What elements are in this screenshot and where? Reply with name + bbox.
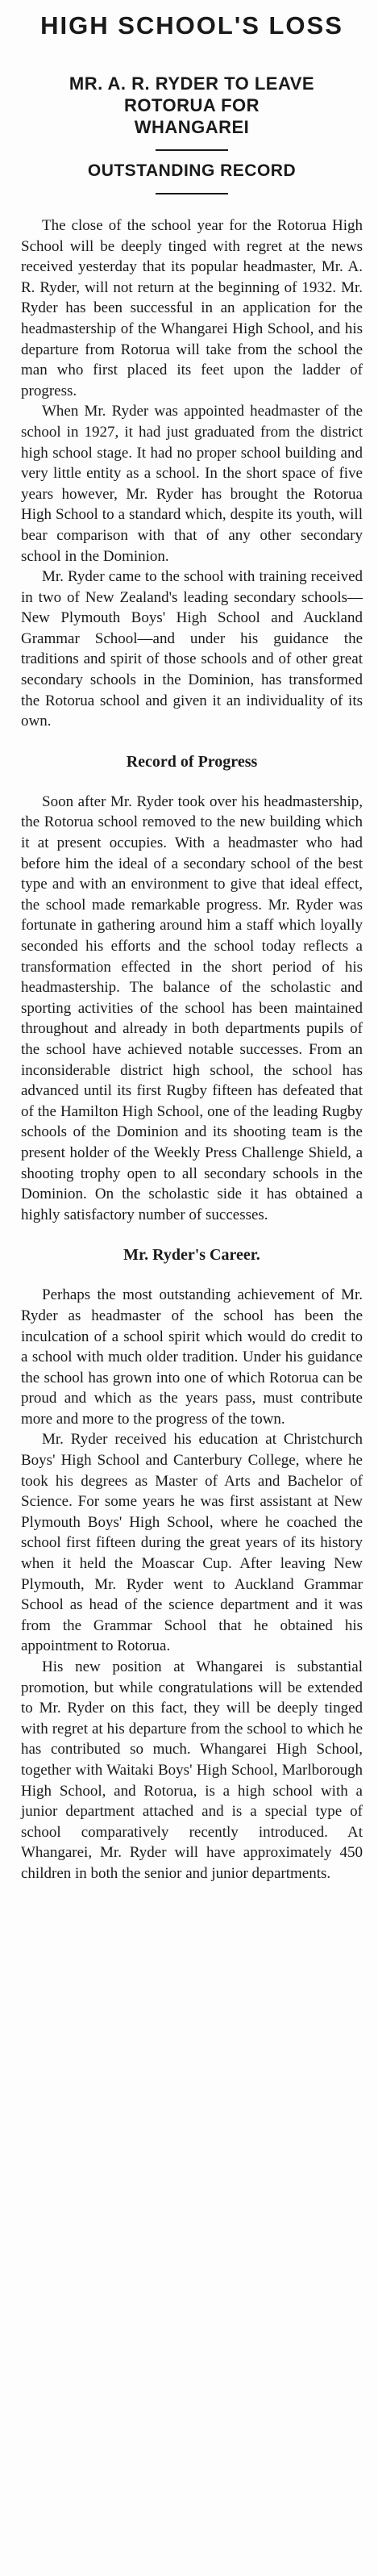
paragraph: When Mr. Ryder was appointed headmaster of the school in 1927, it had just graduated from the district high school stage. It had no proper school building and very little entity as a school. In the short space of five years however, Mr. Ryder has brought the Rotorua High School to a standard which, despite its youth, will bear comparison with that of any other secondary school in the Dominion. (21, 403, 363, 565)
paragraph: The close of the school year for the Rotorua High School will be deeply tinged with regret at the news received yesterday that its popular headmaster, Mr. A. R. Ryder, will not return at the beginning of 1932. Mr. Ryder has been successful in an application for the headmastership of the Whangarei High School, and his departure from Rotorua will take from the school the man who first placed its feet upon the ladder of progress. (21, 217, 363, 399)
paragraph: Mr. Ryder received his education at Christchurch Boys' High School and Canterbury College, where he took his degrees as Master of Arts and Bachelor of Science. For some years he was first assistant at New Plymouth Boys' High School, where he coached the school first fifteen during the great years of its history when it held the Moascar Cup. After leaving New Plymouth, Mr. Ryder went to Auckland Grammar School as head of the science department and it was from the Grammar School that he obtained his appointment to Rotorua. (21, 1431, 363, 1655)
section-heading-progress: Record of Progress (126, 752, 258, 771)
subhead-divider (156, 193, 228, 194)
paragraph: Perhaps the most outstanding achievement of Mr. Ryder as headmaster of the school has been the inculcation of a school spirit which would do credit to a school with much older tradition. Under his guidance the school has grown into one of which Rotorua can be proud and which as the years pass, must contribute more and more to the progress of the town. (21, 1286, 363, 1428)
deck-line-2: ROTORUA FOR (123, 95, 260, 115)
deck-line-3: WHANGAREI (134, 117, 250, 137)
deck-line-1: MR. A. R. RYDER TO LEAVE (69, 73, 315, 94)
article-subheadline: OUTSTANDING RECORD (87, 161, 297, 180)
paragraph: Soon after Mr. Ryder took over his headmastership, the Rotorua school removed to the new building which it at present occupies. With a headmaster who had before him the ideal of a secondary school of the best type and with an environment to give that ideal effect, the school made remarkable progress. Mr. Ryder was fortunate in gathering around him a staff which loyally seconded his efforts and the school today reflects a transformation effected in the short period of his headmastership. The balance of the scholastic and sporting activities of the school has been maintained throughout and already in both departments pupils of the school have achieved notable successes. From an inconsiderable district high school, the school has advanced until its first Rugby fifteen has defeated that of the Hamilton High School, one of the leading Rugby schools of the Dominion and its shooting team is the present holder of the Weekly Press Challenge Shield, a shooting trophy open to all secondary schools in the Dominion. On the scholastic side it has obtained a highly satisfactory number of successes. (21, 792, 363, 1223)
deck-divider (156, 149, 228, 151)
article-headline: HIGH SCHOOL'S LOSS (40, 11, 343, 40)
intro-body (21, 215, 363, 732)
paragraph: His new position at Whangarei is substantial promotion, but while congratulations will be extended to Mr. Ryder on this fact, they will be deeply tinged with regret at his departure from the school to which he has contributed so much. Whangarei High School, together with Waitaki Boys' High School, Marlborough High School, and Rotorua, is a high school with a junior department attached and is a special type of school comparatively recently introduced. At Whangarei, Mr. Ryder will have approximately 450 children in both the senior and junior departments. (21, 1658, 363, 1882)
paragraph: Mr. Ryder came to the school with training received in two of New Zealand's leading secondary schools—New Plymouth Boys' High School and Auckland Grammar School—and under his guidance the traditions and spirit of those schools and of other great secondary schools in the Dominion, has transformed the Rotorua school and given it an individuality of its own. (21, 568, 363, 730)
article-column (21, 0, 363, 1884)
progress-body (21, 792, 363, 1225)
section-heading-career: Mr. Ryder's Career. (123, 1246, 260, 1265)
career-body (21, 1285, 363, 1884)
